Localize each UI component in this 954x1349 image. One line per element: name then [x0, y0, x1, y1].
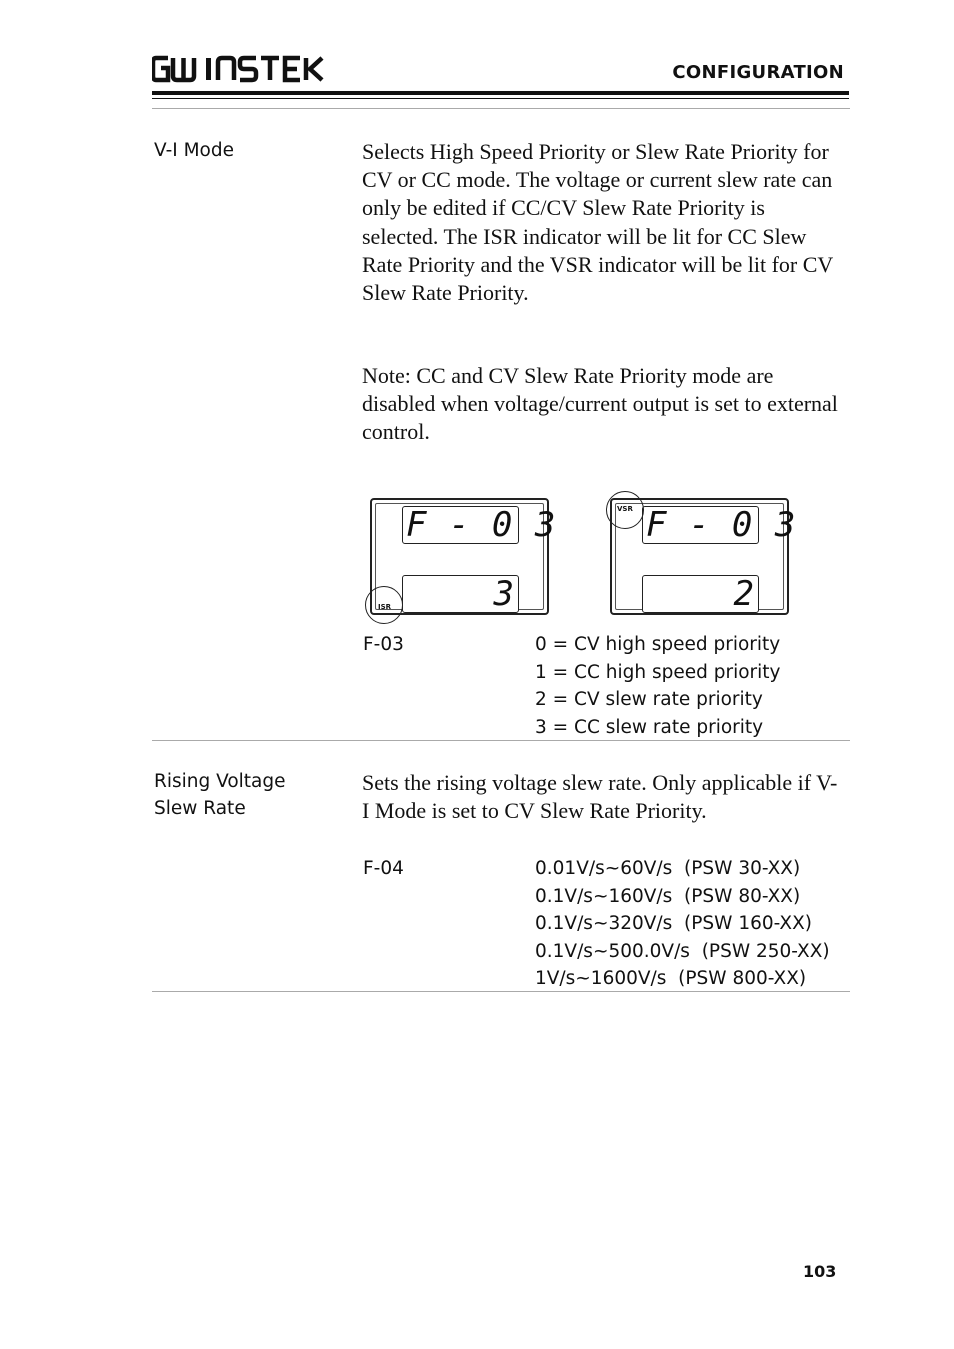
rising-voltage-description: Sets the rising voltage slew rate. Only applicable if V-I Mode is set to CV Slew Rate Priority. [362, 770, 838, 824]
lower-display [642, 575, 759, 613]
section-separator [152, 991, 850, 992]
range-item: 0.1V/s~320V/s (PSW 160-XX) [535, 913, 812, 934]
section-title: CONFIGURATION [672, 62, 844, 83]
vi-mode-options [535, 631, 781, 741]
range-item: 0.1V/s~160V/s (PSW 80-XX) [535, 885, 801, 907]
header-rule [152, 91, 849, 95]
isr-indicator-label: ISR [378, 603, 392, 611]
range-item: 0.1V/s~500.0V/s (PSW 250-XX) [535, 940, 830, 962]
upper-display [402, 505, 557, 545]
vi-mode-description: Selects High Speed Priority or Slew Rate Priority for CV or CC mode. The voltage or current slew rate can only be edited if CC/CV Slew Rate Priority is selected. The ISR indicator will be lit for CC Slew Rate Priority and the VSR indicator will be lit for CV Slew Rate Priority. [362, 139, 833, 306]
rising-voltage-label-line1: Rising Voltage [154, 771, 286, 792]
upper-display-text: F - 0 3 [406, 505, 557, 545]
option-item: 3 = CC slew rate priority [535, 716, 764, 738]
option-item: 1 = CC high speed priority [535, 661, 781, 683]
section-separator [152, 740, 850, 741]
option-item: 0 = CV high speed priority [535, 634, 781, 655]
vi-mode-code: F-03 [363, 634, 404, 655]
rising-voltage-label [154, 768, 286, 822]
upper-display [642, 505, 797, 545]
header-rule-thin [152, 98, 849, 99]
option-item: 2 = CV slew rate priority [535, 689, 763, 710]
upper-display-text: F - 0 3 [646, 505, 797, 545]
lower-display-text: 3 [493, 574, 514, 614]
lower-display [402, 575, 519, 613]
gw-instek-logo [152, 54, 324, 84]
page-number: 103 [803, 1262, 837, 1281]
range-item: 0.01V/s~60V/s (PSW 30-XX) [535, 858, 801, 879]
range-item: 1V/s~1600V/s (PSW 800-XX) [535, 968, 807, 989]
rising-voltage-code: F-04 [363, 858, 404, 879]
vsr-indicator-label: VSR [617, 505, 633, 513]
header-separator [152, 108, 850, 109]
lower-display-text: 2 [733, 574, 754, 614]
rising-voltage-ranges [535, 855, 830, 993]
rising-voltage-label-line2: Slew Rate [154, 798, 246, 819]
vi-mode-label: V-I Mode [154, 140, 234, 161]
vi-mode-note: Note: CC and CV Slew Rate Priority mode are disabled when voltage/current output is set to external control. [362, 363, 838, 445]
